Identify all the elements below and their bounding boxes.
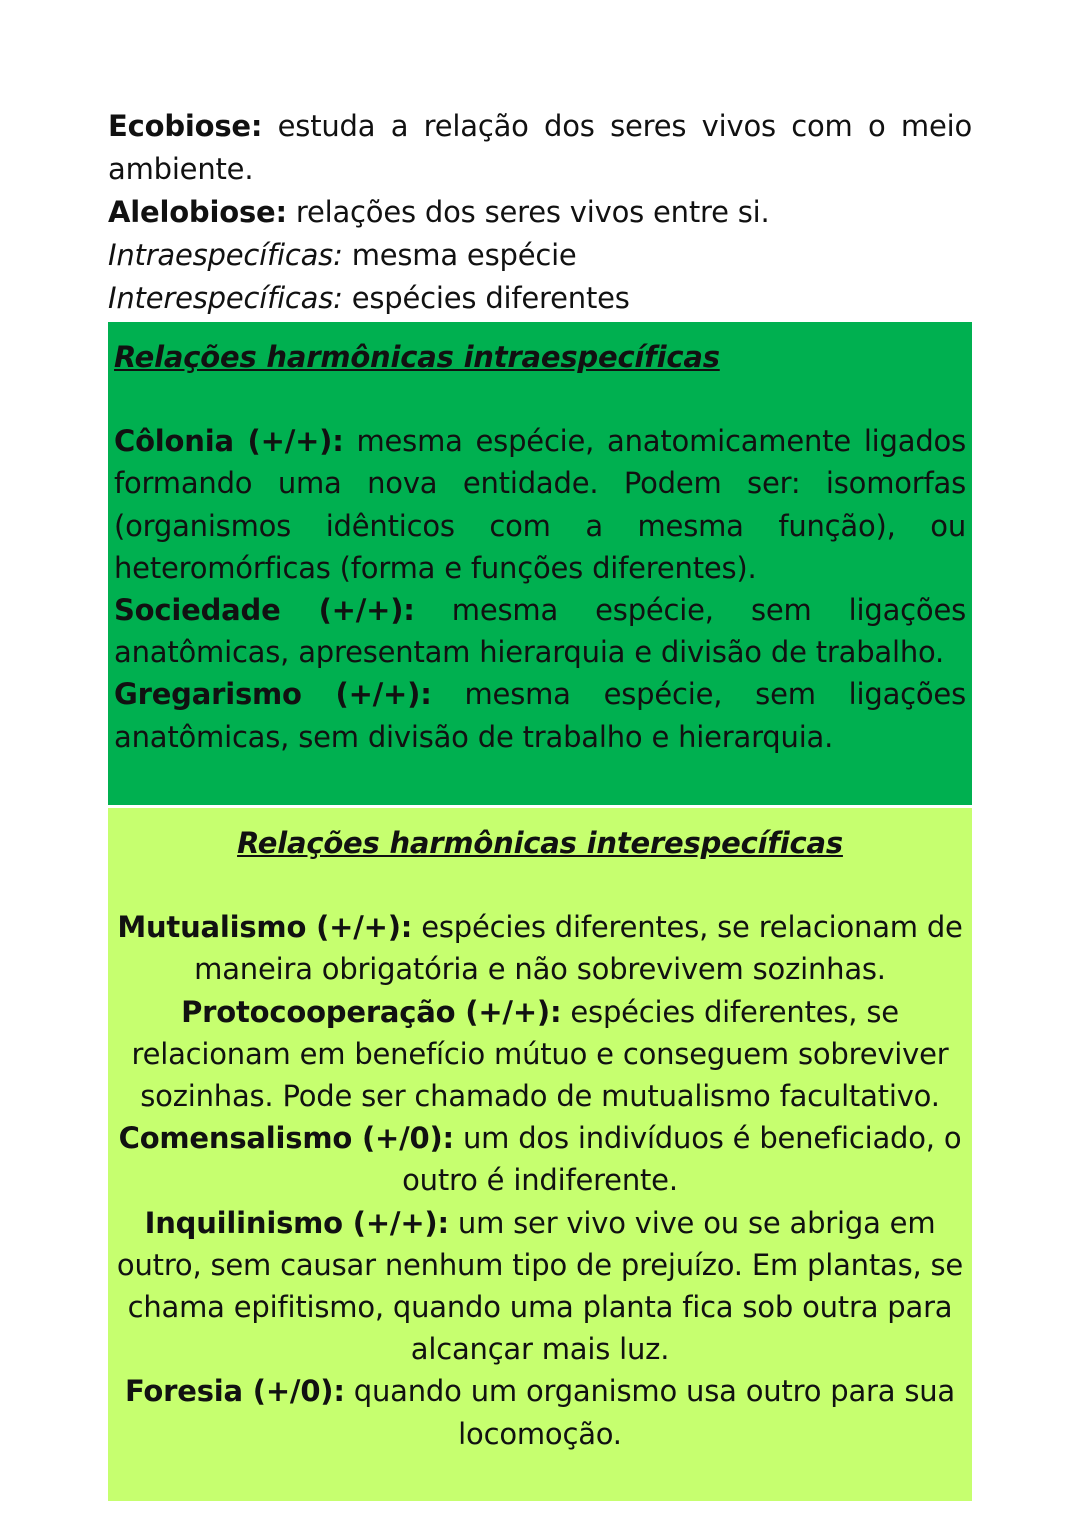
mutualismo-term: Mutualismo (+/+): [117, 910, 413, 945]
ecobiose-term: Ecobiose: [108, 109, 263, 143]
interspecific-relations-box [108, 808, 972, 1501]
sociedade-item [114, 589, 966, 673]
intro-section [108, 105, 972, 320]
interspecific-box-title: Relações harmônicas interespecíficas [237, 826, 843, 860]
sociedade-text: mesma espécie, sem ligações anatômicas, apresentam hierarquia e divisão de trabalho. [114, 593, 966, 670]
comensalismo-term: Comensalismo (+/0): [118, 1121, 454, 1156]
intraespecificas-term: Intraespecíficas: [108, 238, 343, 272]
ecobiose-text: estuda a relação dos seres vivos com o meio ambiente. [108, 109, 972, 186]
inquilinismo-text: um ser vivo vive ou se abriga em outro, sem causar nenhum tipo de prejuízo. Em plantas, se chama epifitismo, quando uma planta fica sob outra para alcançar mais luz. [116, 1205, 964, 1367]
interespecificas-term: Interespecíficas: [108, 281, 343, 315]
interespecificas-text: espécies diferentes [342, 281, 630, 315]
colonia-item [114, 420, 966, 589]
inquilinismo-item [114, 1202, 966, 1371]
protocooperacao-term: Protocooperação (+/+): [181, 994, 562, 1029]
colonia-term: Côlonia (+/+): [114, 424, 344, 459]
gregarismo-text: mesma espécie, sem ligações anatômicas, sem divisão de trabalho e hierarquia. [114, 677, 966, 754]
foresia-item [114, 1370, 966, 1454]
alelobiose-term: Alelobiose: [108, 195, 287, 229]
comensalismo-text: um dos indivíduos é beneficiado, o outro é indiferente. [402, 1121, 962, 1198]
mutualismo-text: espécies diferentes, se relacionam de maneira obrigatória e não sobrevivem sozinhas. [194, 910, 963, 987]
mutualismo-item [114, 906, 966, 990]
intraespecificas-text: mesma espécie [342, 238, 577, 272]
gregarismo-item [114, 673, 966, 757]
ecobiose-definition [108, 105, 972, 191]
gregarismo-term: Gregarismo (+/+): [114, 677, 432, 712]
spacer [114, 864, 966, 906]
sociedade-term: Sociedade (+/+): [114, 593, 415, 628]
spacer [114, 378, 966, 420]
alelobiose-text: relações dos seres vivos entre si. [286, 195, 770, 229]
protocooperacao-text: espécies diferentes, se relacionam em benefício mútuo e conseguem sobreviver sozinhas. Pode ser chamado de mutualismo facultativo. [131, 994, 949, 1114]
protocooperacao-item [114, 991, 966, 1118]
inquilinismo-term: Inquilinismo (+/+): [144, 1205, 449, 1240]
alelobiose-definition [108, 191, 972, 234]
intraespecificas-definition [108, 234, 972, 277]
comensalismo-item [114, 1117, 966, 1201]
intraspecific-box-title: Relações harmônicas intraespecíficas [114, 340, 720, 374]
intraspecific-relations-box [108, 322, 972, 805]
foresia-text: quando um organismo usa outro para sua locomoção. [344, 1374, 955, 1451]
colonia-text: mesma espécie, anatomicamente ligados formando uma nova entidade. Podem ser: isomorfas (organismos idênticos com a mesma função), ou heteromórficas (forma e funções diferentes). [114, 424, 966, 585]
foresia-term: Foresia (+/0): [124, 1374, 345, 1409]
interespecificas-definition [108, 277, 972, 320]
